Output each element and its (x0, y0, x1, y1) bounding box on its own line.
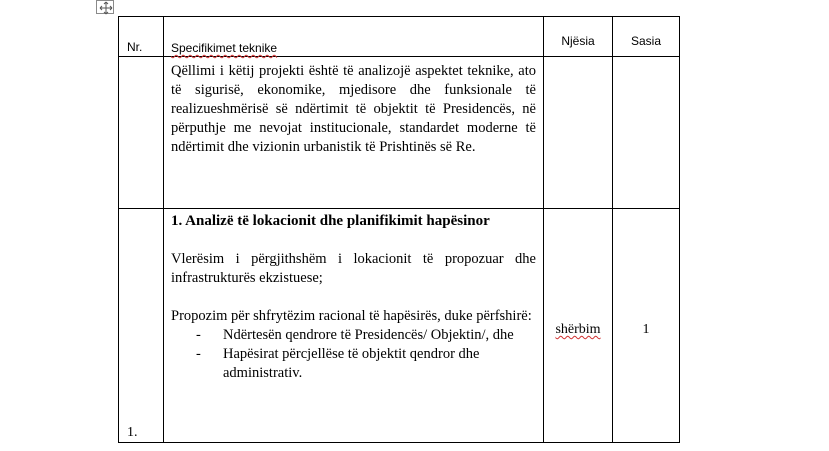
item-qty-cell[interactable] (613, 209, 680, 443)
item-unit-cell[interactable] (544, 209, 613, 443)
item-spec-cell[interactable] (164, 209, 544, 443)
table-row-item-1 (119, 209, 680, 443)
bullet-item: - Hapësirat përcjellëse të objektit qendror dhe administrativ. (171, 345, 536, 383)
header-quantity: Sasia (630, 34, 662, 48)
specifications-table (118, 16, 680, 443)
item-paragraph-2: Propozim për shfrytëzim racional të hapësirës, duke përfshirë: (171, 308, 532, 324)
intro-qty-cell[interactable] (613, 57, 680, 209)
intro-spec-cell[interactable] (164, 57, 544, 209)
bullet-item: - Ndërtesën qendrore të Presidencës/ Objektin/, dhe (171, 326, 536, 345)
header-nr-cell[interactable] (119, 17, 164, 57)
item-unit: shërbim (555, 322, 601, 337)
item-title: 1. Analizë të lokacionit dhe planifikimit hapësinor (171, 213, 490, 229)
item-paragraph-1: Vlerësim i përgjithshëm i lokacionit të propozuar dhe infrastrukturës ekzistuese; (171, 251, 536, 286)
header-specifications: Specifikimet teknike (171, 41, 278, 55)
table-move-handle-icon[interactable] (96, 0, 114, 14)
table-header-row (119, 17, 680, 57)
table-row-intro (119, 57, 680, 209)
item-number: 1. (127, 425, 138, 440)
header-unit: Njësia (561, 34, 595, 48)
item-bullet-list (171, 326, 536, 383)
header-qty-cell[interactable] (613, 17, 680, 57)
item-quantity: 1 (642, 322, 650, 337)
item-nr-cell[interactable] (119, 209, 164, 443)
header-nr: Nr. (127, 40, 143, 54)
header-unit-cell[interactable] (544, 17, 613, 57)
intro-unit-cell[interactable] (544, 57, 613, 209)
header-spec-cell[interactable] (164, 17, 544, 57)
intro-paragraph: Qëllimi i këtij projekti është të analizojë aspektet teknike, ato të sigurisë, ekonomike, mjedisore dhe funksionale të realizueshmërisë së ndërtimit të objektit të Presidencës, në përputhje me nevojat institucionale, standardet moderne të ndërtimit dhe vizionin urbanistik të Prishtinës së Re. (171, 63, 536, 155)
intro-nr-cell[interactable] (119, 57, 164, 209)
